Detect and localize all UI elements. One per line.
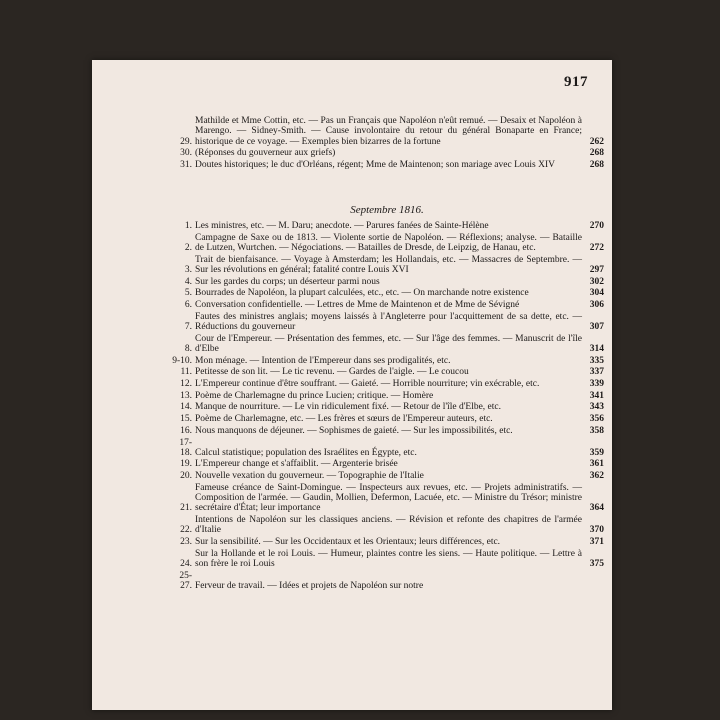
contents-entry [170,312,604,333]
entry-text: Calcul statistique; population des Israélites en Égypte, etc. [195,447,417,458]
entry-number: 11. [180,367,192,378]
entry-page-number: 356 [589,414,604,425]
entry-text: Nous manquons de déjeuner. — Sophismes de gaieté. — Sur les impossibilités, etc. [195,425,513,436]
contents-entry [170,549,604,570]
entry-number: 30. [180,148,192,159]
entry-number: 29. [180,136,192,147]
contents-entry [170,300,604,310]
entry-text: Mon ménage. — Intention de l'Empereur dans ses prodigalités, etc. [195,355,451,366]
contents-list-top [170,116,604,172]
entry-text: Sur la Hollande et le roi Louis. — Humeur, plaintes contre les siens. — Haute politique. — Lettre à son frère le roi Louis [195,548,582,570]
entry-page-number: 268 [589,148,604,159]
entry-page-number: 343 [589,402,604,413]
entry-text: Poème de Charlemagne, etc. — Les frères et sœurs de l'Empereur auteurs, etc. [195,414,493,425]
month-heading: Septembre 1816. [350,204,424,216]
contents-entry [170,221,604,231]
entry-number: 2. [184,242,192,253]
entry-text: Campagne de Saxe ou de 1813. — Violente sortie de Napoléon. — Réflexions; analyse. — Bataille de Lutzen, Wurtchen. — Négociations. — Batailles de Dresde, de Leipzig, de Hanau, etc. [195,232,582,253]
entry-page-number: 358 [589,425,604,436]
contents-entry [170,515,604,536]
entry-page-number: 341 [589,390,604,401]
contents-entry [170,414,604,424]
entry-page-number: 297 [589,264,604,275]
entry-text: Poème de Charlemagne du prince Lucien; critique. — Homère [195,390,434,401]
entry-text: (Réponses du gouverneur aux griefs) [195,148,336,159]
entry-number: 19. [180,459,192,470]
entry-number: 5. [184,288,192,299]
contents-entry [170,233,604,254]
contents-entry [170,367,604,377]
contents-entry [170,288,604,298]
entry-page-number: 362 [589,471,604,482]
contents-entry [170,402,604,412]
entry-number: 3. [184,264,192,275]
entry-text: L'Empereur continue d'être souffrant. — Gaieté. — Horrible nourriture; vin exécrable, etc. [195,379,540,390]
entry-text: L'Empereur change et s'affaiblit. — Argenterie brisée [195,459,398,470]
entry-text: Doutes historiques; le duc d'Orléans, régent; Mme de Maintenon; son mariage avec Louis XIV [195,159,555,170]
entry-text: Trait de bienfaisance. — Voyage à Amsterdam; les Hollandais, etc. — Massacres de Septembre. — Sur les révolutions en général; fatalité contre Louis XVI [195,254,582,275]
entry-text: Manque de nourriture. — Le vin ridiculement fixé. — Retour de l'île d'Elbe, etc. [195,402,502,413]
entry-text: Les ministres, etc. — M. Daru; anecdote. — Parures fanées de Sainte-Hélène [195,221,489,231]
entry-number: 7. [184,322,192,333]
entry-page-number: 304 [589,288,604,299]
entry-page-number: 361 [589,459,604,470]
contents-entry [170,116,604,147]
entry-text: Intentions de Napoléon sur les classiques anciens. — Révision et refonte des chapitres de l'armée d'Italie [195,515,582,536]
entry-text: Sur les gardes du corps; un déserteur parmi nous [195,276,380,287]
entry-page-number: 364 [589,503,604,514]
entry-text: Fautes des ministres anglais; moyens laissés à l'Angleterre pour l'acquittement de sa dette, etc. — Réductions du gouverneur [195,311,582,333]
entry-number: 17-18. [179,437,192,458]
contents-entry [170,391,604,401]
entry-number: 22. [180,525,192,536]
entry-text: Cour de l'Empereur. — Présentation des femmes, etc. — Sur l'âge des femmes. — Manuscrit de l'île d'Elbe [195,333,582,354]
entry-number: 31. [180,159,192,170]
entry-page-number: 270 [589,221,604,231]
entry-number: 23. [180,537,192,548]
contents-entry [170,459,604,469]
entry-number: 21. [180,503,192,514]
contents-entry [170,356,604,366]
entry-number: 4. [184,276,192,287]
entry-number: 1. [184,221,192,231]
entry-number: 8. [184,344,192,354]
contents-entry [170,471,604,481]
entry-page-number: 337 [589,367,604,378]
contents-entry [170,571,604,592]
entry-page-number: 306 [589,300,604,311]
contents-entry [170,334,604,355]
entry-page-number: 302 [589,276,604,287]
entry-number: 25-27. [179,570,192,592]
contents-entry [170,483,604,514]
contents-entry [170,379,604,389]
entry-text: Petitesse de son lit. — Le tic revenu. — Gardes de l'aigle. — Le coucou [195,367,469,378]
entry-page-number: 262 [589,136,604,147]
entry-number: 20. [180,471,192,482]
entry-number: 16. [180,425,192,436]
entry-text: Mathilde et Mme Cottin, etc. — Pas un Français que Napoléon n'eût remué. — Desaix et Napoléon à Marengo. — Sidney-Smith. — Cause involontaire du retour du général Bonaparte en France; historique de ce voyage. — Exemples bien bizarres de la fortune [195,116,582,147]
contents-entry [170,426,604,436]
contents-entry [170,537,604,547]
contents-entry [170,160,604,170]
entry-text: Conversation confidentielle. — Lettres de Mme de Maintenon et de Mme de Sévigné [195,300,520,311]
entry-page-number: 359 [589,447,604,458]
entry-page-number: 370 [589,525,604,536]
entry-number: 13. [180,390,192,401]
entry-number: 14. [180,402,192,413]
entry-number: 12. [180,379,192,390]
entry-text: Ferveur de travail. — Idées et projets de Napoléon sur notre [195,581,424,592]
page-number: 917 [564,74,588,90]
contents-entry [170,148,604,158]
entry-number: 9-10. [172,355,192,366]
entry-text: Nouvelle vexation du gouverneur. — Topographie de l'Italie [195,471,424,482]
book-page [92,60,612,710]
entry-text: Fameuse créance de Saint-Domingue. — Inspecteurs aux revues, etc. — Projets administratifs. — Composition de l'armée. — Gaudin, Mollien, Defermon, Lacuée, etc. — Ministre du Trésor; ministre secrétaire d'État; leur importance [195,482,582,514]
entry-page-number: 371 [589,537,604,548]
entry-page-number: 272 [589,242,604,253]
entry-number: 24. [180,559,192,570]
entry-page-number: 339 [589,379,604,390]
entry-number: 15. [180,414,192,425]
entry-page-number: 307 [589,322,604,333]
entry-text: Sur la sensibilité. — Sur les Occidentaux et les Orientaux; leurs différences, etc. [195,537,501,548]
entry-page-number: 375 [589,559,604,570]
entry-number: 6. [184,300,192,311]
contents-entry [170,255,604,276]
entry-text: Bourrades de Napoléon, la plupart calculées, etc., etc. — On marchande notre existence [195,288,529,299]
contents-entry [170,438,604,459]
entry-page-number: 268 [589,159,604,170]
contents-entry [170,277,604,287]
contents-list-september [170,221,604,593]
entry-page-number: 335 [589,355,604,366]
entry-page-number: 314 [589,344,604,354]
